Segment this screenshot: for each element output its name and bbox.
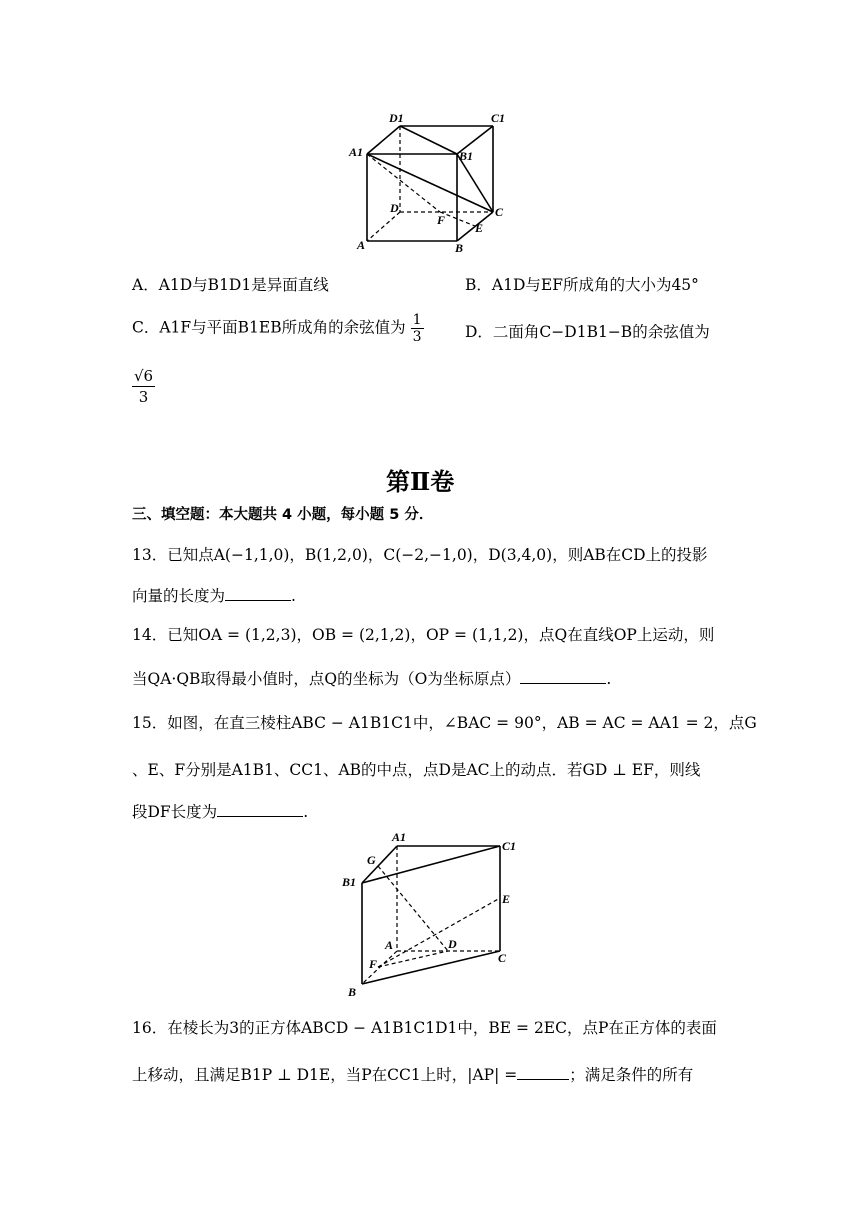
option-d: D．二面角C−D1B1−B的余弦值为 xyxy=(465,323,710,341)
label-A1: A1 xyxy=(349,145,364,159)
fraction-numerator: 1 xyxy=(412,312,422,328)
option-a: A．A1D与B1D1是异面直线 xyxy=(132,276,329,294)
label-B1: B1 xyxy=(342,875,357,889)
label-E: E xyxy=(502,892,511,906)
q16-answer-blank[interactable] xyxy=(517,1063,569,1080)
label-B1: B1 xyxy=(459,149,474,163)
fraction-denominator: 3 xyxy=(138,388,149,406)
label-C: C xyxy=(495,205,504,219)
label-F: F xyxy=(369,957,378,971)
option-d-fraction xyxy=(132,366,155,407)
label-D1: D1 xyxy=(389,111,404,125)
option-c xyxy=(132,312,424,345)
q13-line2-end: . xyxy=(291,587,296,605)
q15-line1: 15．如图，在直三棱柱ABC − A1B1C1中，∠BAC = 90°，AB = AC = AA1 = 2，点G xyxy=(132,714,757,732)
q13-answer-blank[interactable] xyxy=(225,584,291,601)
option-b: B．A1D与EF所成角的大小为45° xyxy=(465,276,699,294)
label-C1: C1 xyxy=(502,839,517,853)
q15-answer-blank[interactable] xyxy=(217,800,303,817)
q16-line2-end: ；满足条件的所有 xyxy=(569,1066,694,1084)
label-B: B xyxy=(348,985,357,999)
label-A: A xyxy=(385,938,394,952)
q14-line2 xyxy=(132,667,611,689)
fraction-numerator: √6 xyxy=(134,367,154,385)
q14-answer-blank[interactable] xyxy=(520,667,606,684)
option-c-text: C．A1F与平面B1EB所成角的余弦值为 xyxy=(132,318,406,337)
q15-line3-text: 段DF长度为 xyxy=(132,803,218,821)
label-F: F xyxy=(437,213,446,227)
q14-line2-end: . xyxy=(606,670,612,688)
prism-figure xyxy=(340,826,530,1001)
label-C: C xyxy=(498,951,507,965)
section3-header: 三、填空题：本大题共 4 小题，每小题 5 分． xyxy=(132,507,434,523)
q16-line1: 16．在棱长为3的正方体ABCD − A1B1C1D1中，BE = 2EC，点P在正方体的表面 xyxy=(132,1019,717,1037)
label-A1: A1 xyxy=(392,830,407,844)
section-title: 第Ⅱ卷 xyxy=(386,467,455,496)
q13-line1: 13．已知点A(−1,1,0)，B(1,2,0)，C(−2,−1,0)，D(3,4,0)，则AB在CD上的投影 xyxy=(132,546,708,564)
label-E: E xyxy=(475,221,484,235)
label-A: A xyxy=(357,238,366,252)
label-C1: C1 xyxy=(491,111,506,125)
q14-line2-text: 当QA·QB取得最小值时，点Q的坐标为（O为坐标原点） xyxy=(132,670,521,688)
label-G: G xyxy=(367,853,376,867)
q16-line2-text: 上移动，且满足B1P ⊥ D1E，当P在CC1上时，|AP| = xyxy=(132,1066,518,1084)
label-B: B xyxy=(455,241,464,255)
q14-line1: 14．已知OA = (1,2,3)，OB = (2,1,2)，OP = (1,1,2)，点Q在直线OP上运动，则 xyxy=(132,626,715,644)
q15-line2: 、E、F分别是A1B1、CC1、AB的中点，点D是AC上的动点．若GD ⊥ EF，则线 xyxy=(132,761,701,779)
cube-figure xyxy=(345,108,515,258)
label-D: D xyxy=(390,201,399,215)
q16-line2 xyxy=(132,1063,693,1085)
q15-line3 xyxy=(132,800,308,822)
q13-line2 xyxy=(132,584,296,606)
fraction-denominator: 3 xyxy=(412,329,422,345)
option-c-fraction xyxy=(411,312,424,345)
q13-line2-text: 向量的长度为 xyxy=(132,587,226,605)
q15-line3-end: . xyxy=(303,803,309,821)
label-D: D xyxy=(448,937,457,951)
